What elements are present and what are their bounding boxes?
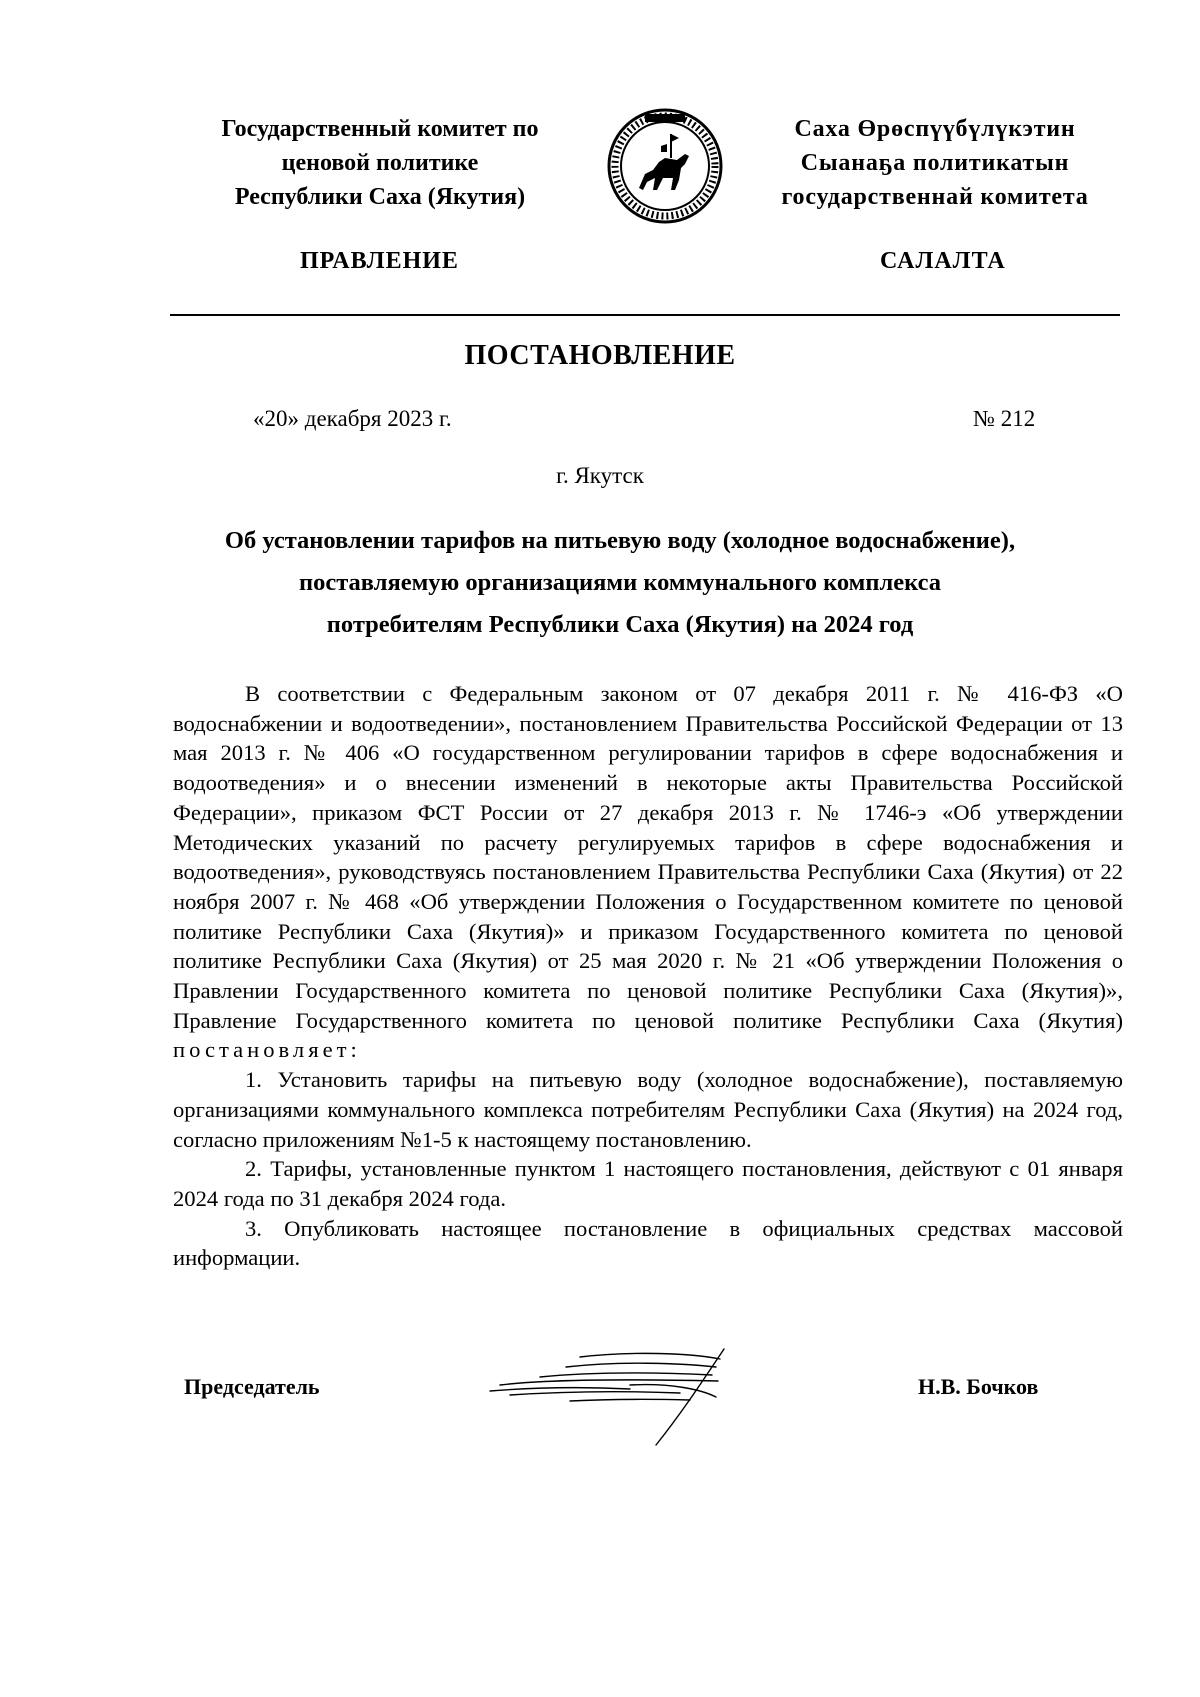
decree-item: 1. Установить тарифы на питьевую воду (холодное водоснабжение), поставляемую организациями коммунального комплекса потребителям Республики Саха (Якутия) на 2024 год, согласно приложениям №1-5 к настоящему постановлению.	[173, 1067, 1123, 1152]
subject-line: потребителям Республики Саха (Якутия) на 2024 год	[326, 611, 914, 638]
subject-line: Об установлении тарифов на питьевую воду (холодное водоснабжение),	[224, 527, 1016, 554]
committee-name-ru	[160, 112, 600, 214]
document-type: ПОСТАНОВЛЕНИЕ	[464, 340, 736, 371]
board-title-sakha: САЛАЛТА	[880, 248, 1006, 274]
document-subject	[150, 520, 1090, 646]
committee-name-ru-line: Республики Саха (Якутия)	[234, 184, 526, 210]
signatory-position: Председатель	[184, 1374, 320, 1399]
document-number: № 212	[973, 406, 1036, 431]
decree-item: 2. Тарифы, установленные пунктом 1 настоящего постановления, действуют с 01 января 2024 года по 31 декабря 2024 года.	[173, 1156, 1123, 1211]
header-divider	[170, 314, 1120, 316]
decree-item: 3. Опубликовать настоящее постановление в официальных средствах массовой информации.	[173, 1215, 1123, 1271]
signatory-name: Н.В. Бочков	[918, 1374, 1039, 1399]
handwritten-signature	[480, 1345, 800, 1450]
preamble-text: В соответствии с Федеральным законом от 07 декабря 2011 г. № 416-ФЗ «О водоснабжении и водоотведении», постановлением Правительства Российской Федерации от 13 мая 2013 г. № 406 «О государственном регулировании тарифов в сфере водоснабжения и водоотведения» и о внесении изменений в некоторые акты Правительства Российской Федерации», приказом ФСТ России от 27 декабря 2013 г. № 1746-э «Об утверждении Методических указаний по расчету регулируемых тарифов в сфере водоснабжения и водоотведения», руководствуясь постановлением Правительства Республики Саха (Якутия) от 22 ноября 2007 г. № 468 «Об утверждении Положения о Государственном комитете по ценовой политике Республики Саха (Якутия)» и приказом Государственного комитета по ценовой политике Республики Саха (Якутия) от 25 мая 2020 г. № 21 «Об утверждении Положения о Правлении Государственного комитета по ценовой политике Республики Саха (Якутия)», Правление Государственного комитета по ценовой политике Республики Саха (Якутия)	[173, 681, 1123, 1033]
committee-name-sakha-line: Сыанаҕа политикатын	[800, 150, 1070, 176]
document-body	[173, 679, 1123, 1273]
document-date: «20» декабря 2023 г.	[253, 406, 452, 431]
republic-emblem-icon	[605, 106, 725, 226]
committee-name-sakha-line: государственнай комитета	[781, 184, 1089, 210]
board-title-ru: ПРАВЛЕНИЕ	[300, 248, 459, 274]
committee-name-ru-line: Государственный комитет по	[221, 116, 539, 142]
document-city: г. Якутск	[556, 463, 644, 488]
preamble-paragraph	[173, 679, 1123, 1065]
subject-line: поставляемую организациями коммунального комплекса	[298, 569, 942, 596]
committee-name-sakha-line: Саха Өрөспүүбүлүкэтин	[794, 116, 1076, 142]
committee-name-sakha	[750, 112, 1120, 214]
decree-word: постановляет:	[173, 1037, 361, 1063]
committee-name-ru-line: ценовой политике	[281, 150, 479, 176]
